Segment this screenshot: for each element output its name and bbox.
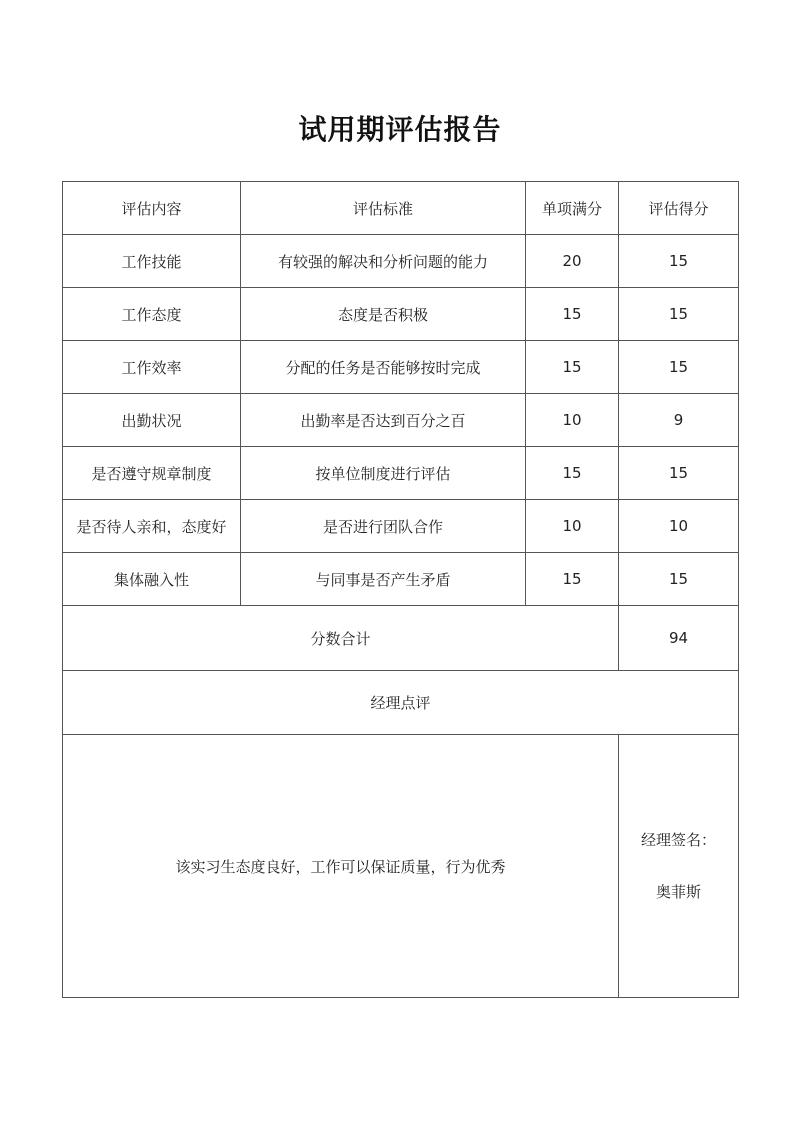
signature-label: 经理签名： (640, 831, 716, 849)
table-row (63, 394, 739, 447)
table-row (63, 235, 739, 288)
max-score-cell: 20 (526, 235, 619, 288)
comment-row (63, 735, 739, 998)
max-score-cell: 10 (526, 394, 619, 447)
max-score-cell: 15 (526, 288, 619, 341)
item-cell: 工作技能 (63, 235, 241, 288)
item-cell: 集体融入性 (63, 553, 241, 606)
signature-name: 奥菲斯 (655, 883, 701, 901)
table-row (63, 500, 739, 553)
header-cell-max-score: 单项满分 (526, 182, 619, 235)
score-cell: 15 (619, 553, 739, 606)
standard-cell: 态度是否积极 (241, 288, 526, 341)
comment-heading: 经理点评 (63, 671, 739, 735)
total-value: 94 (619, 606, 739, 671)
table-row (63, 288, 739, 341)
standard-cell: 分配的任务是否能够按时完成 (241, 341, 526, 394)
comment-heading-row (63, 671, 739, 735)
table-header-row (63, 182, 739, 235)
item-cell: 是否遵守规章制度 (63, 447, 241, 500)
header-cell-content: 评估内容 (63, 182, 241, 235)
total-row (63, 606, 739, 671)
max-score-cell: 15 (526, 553, 619, 606)
standard-cell: 与同事是否产生矛盾 (241, 553, 526, 606)
item-cell: 工作态度 (63, 288, 241, 341)
score-cell: 15 (619, 341, 739, 394)
standard-cell: 是否进行团队合作 (241, 500, 526, 553)
signature-block (621, 831, 736, 901)
item-cell: 是否待人亲和，态度好 (63, 500, 241, 553)
table-row (63, 553, 739, 606)
page-title: 试用期评估报告 (298, 113, 502, 146)
item-cell: 出勤状况 (63, 394, 241, 447)
header-cell-standard: 评估标准 (241, 182, 526, 235)
max-score-cell: 10 (526, 500, 619, 553)
standard-cell: 出勤率是否达到百分之百 (241, 394, 526, 447)
table-row (63, 341, 739, 394)
standard-cell: 按单位制度进行评估 (241, 447, 526, 500)
max-score-cell: 15 (526, 341, 619, 394)
score-cell: 15 (619, 447, 739, 500)
item-cell: 工作效率 (63, 341, 241, 394)
max-score-cell: 15 (526, 447, 619, 500)
score-cell: 15 (619, 235, 739, 288)
header-cell-score: 评估得分 (619, 182, 739, 235)
total-label: 分数合计 (63, 606, 619, 671)
score-cell: 9 (619, 394, 739, 447)
signature-cell (619, 735, 739, 998)
standard-cell: 有较强的解决和分析问题的能力 (241, 235, 526, 288)
score-cell: 15 (619, 288, 739, 341)
evaluation-table (62, 181, 739, 998)
score-cell: 10 (619, 500, 739, 553)
table-row (63, 447, 739, 500)
comment-text: 该实习生态度良好，工作可以保证质量，行为优秀 (63, 735, 619, 998)
